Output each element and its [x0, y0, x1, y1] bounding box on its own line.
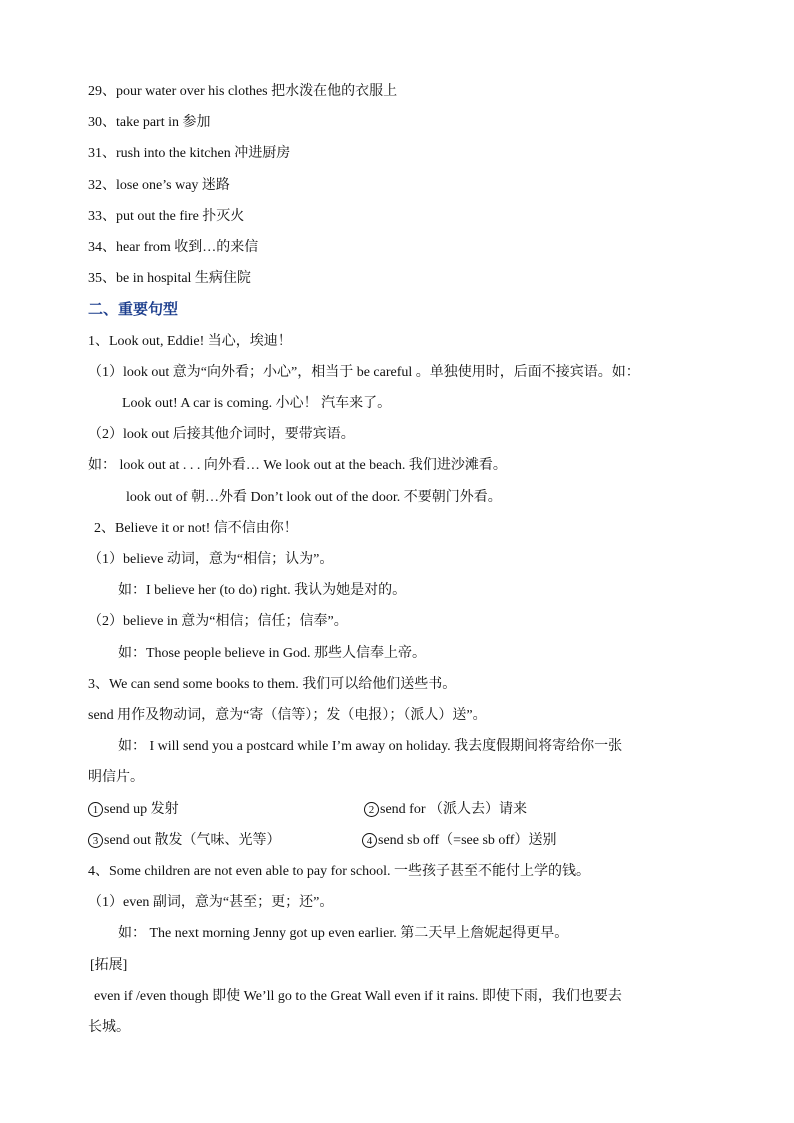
sentence-3-example-line-2: 明信片。: [88, 770, 144, 785]
phrase-29: 29、pour water over his clothes 把水泼在他的衣服上: [88, 84, 398, 99]
extension-label: [拓展]: [90, 958, 128, 973]
send-item-3: [88, 831, 281, 851]
phrase-33: 33、put out the fire 扑灭火: [88, 209, 245, 224]
send-item-4: [362, 831, 556, 851]
sentence-2: 2、Believe it or not! 信不信由你！: [94, 521, 298, 536]
circled-number: 1: [88, 802, 103, 817]
sentence-1-example-2: 如： look out at . . . 向外看… We look out at the beach. 我们进沙滩看。: [88, 458, 507, 473]
sentence-3-note: send 用作及物动词，意为“寄（信等）；发（电报）；（派人）送”。: [88, 708, 487, 723]
sentence-1-note-1: （1）look out 意为“向外看；小心”，相当于 be careful 。单独使用时，后面不接宾语。如：: [88, 365, 640, 380]
sentence-4: 4、Some children are not even able to pay for school. 一些孩子甚至不能付上学的钱。: [88, 864, 590, 879]
sentence-2-note-1: （1）believe 动词，意为“相信；认为”。: [88, 552, 334, 567]
sentence-2-note-2: （2）believe in 意为“相信；信任；信奉”。: [88, 614, 348, 629]
phrase-34: 34、hear from 收到…的来信: [88, 240, 259, 255]
phrase-31: 31、rush into the kitchen 冲进厨房: [88, 146, 291, 161]
circled-number: 2: [364, 802, 379, 817]
send-item-2-text: send for （派人去）请来: [380, 802, 527, 817]
send-item-1: [88, 800, 179, 820]
section-heading: 二、重要句型: [88, 302, 179, 318]
sentence-3-example-line-1: 如： I will send you a postcard while I’m away on holiday. 我去度假期间将寄给你一张: [118, 739, 623, 754]
sentence-2-example-1: 如：I believe her (to do) right. 我认为她是对的。: [118, 583, 407, 598]
sentence-4-note: （1）even 副词，意为“甚至；更；还”。: [88, 895, 334, 910]
circled-number: 3: [88, 833, 103, 848]
sentence-1: 1、Look out, Eddie! 当心，埃迪！: [88, 334, 292, 349]
extension-line-1: even if /even though 即使 We’ll go to the Great Wall even if it rains. 即使下雨，我们也要去: [94, 989, 622, 1004]
sentence-1-note-2: （2）look out 后接其他介词时，要带宾语。: [88, 427, 355, 442]
sentence-2-example-2: 如：Those people believe in God. 那些人信奉上帝。: [118, 646, 426, 661]
send-item-3-text: send out 散发（气味、光等）: [104, 833, 281, 848]
circled-number: 4: [362, 833, 377, 848]
phrase-32: 32、lose one’s way 迷路: [88, 178, 230, 193]
extension-line-2: 长城。: [88, 1020, 130, 1035]
send-item-1-text: send up 发射: [104, 802, 179, 817]
send-item-2: [364, 800, 527, 820]
send-item-4-text: send sb off（=see sb off）送别: [378, 833, 557, 848]
sentence-1-example: Look out! A car is coming. 小心！ 汽车来了。: [122, 396, 392, 411]
sentence-3: 3、We can send some books to them. 我们可以给他们送些书。: [88, 677, 457, 692]
sentence-1-example-3: look out of 朝…外看 Don’t look out of the door. 不要朝门外看。: [126, 490, 502, 505]
phrase-35: 35、be in hospital 生病住院: [88, 271, 251, 286]
sentence-4-example: 如： The next morning Jenny got up even earlier. 第二天早上詹妮起得更早。: [118, 926, 569, 941]
phrase-30: 30、take part in 参加: [88, 115, 211, 130]
